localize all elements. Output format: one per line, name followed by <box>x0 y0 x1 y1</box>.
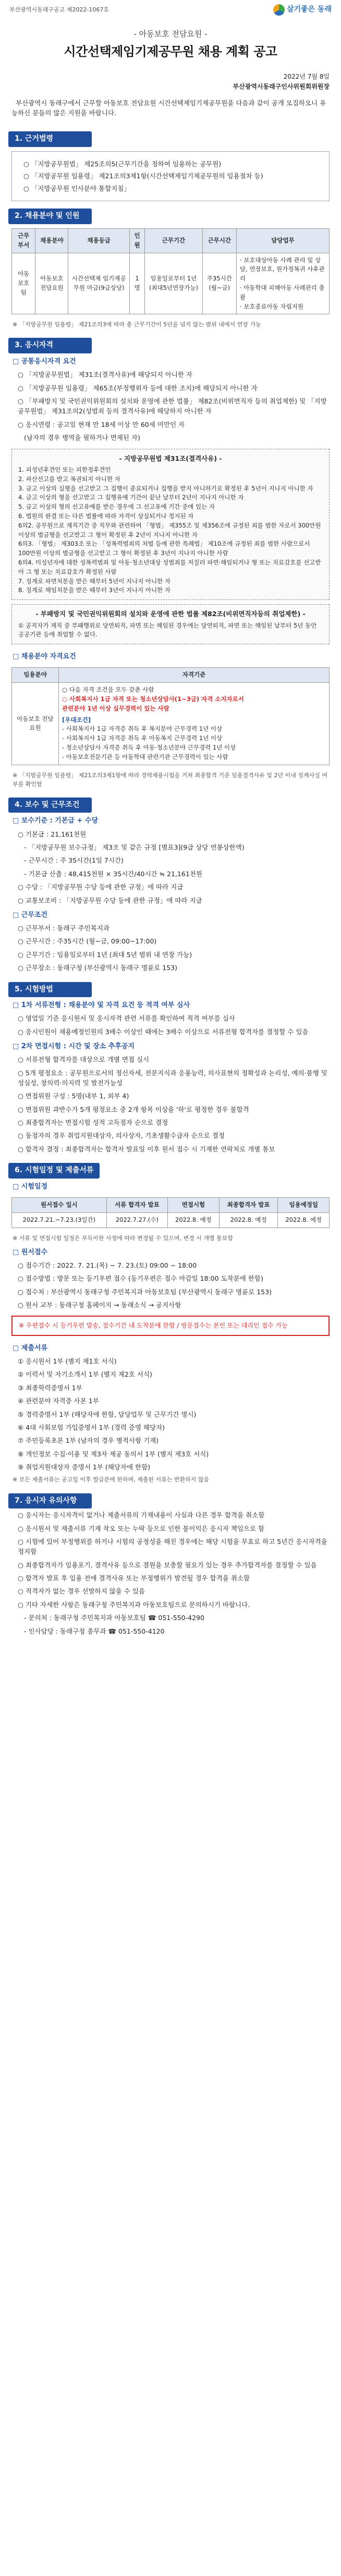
page-title: 시간선택제임기제공무원 채용 계획 공고 <box>64 44 277 59</box>
page-subtitle: - 아동보호 전담요원 - <box>133 29 208 39</box>
sub-heading: □ 보수기준 : 기본급 + 수당 <box>13 817 99 825</box>
date-org <box>0 67 341 91</box>
document-number: 부산광역시동래구공고 제2022-1067호 <box>9 6 109 14</box>
section-pay: 4. 보수 및 근무조건 □ 보수기준 : 기본급 + 수당 ○ 기본급 : 21,161천원 - 「지방공무원 보수규정」 제3조 및 같은 규정 [별표3](9급 상당 연봉상한액) - 근무시간 : 주 35시간(1일 7시간) - 기본급 산출 : 48,415천원 × 35시간/40시간 ≒ 21,161천원 ○ 수당 : 「지방공무원 수당 등에 관한 규정」에 따라 지급 ○ 교통보조비 : 「지방공무원 수당 등에 관한 규정」에 따라 지급 □ 근무조건 ○ 근무부서 : 동래구 주민복지과 ○ 근무시간 : 주35시간 (월~금, 09:00~17:00) ○ 근무기간 : 임용일로부터 1년 (최대 5년 범위 내 연장 가능) ○ 근무장소 : 동래구청 (부산광역시 동래구 명륜로 153) <box>8 798 333 975</box>
list-item: ○ 「부패방지 및 국민권익위원회의 설치와 운영에 관한 법률」 제82조(비위면직자 등의 취업제한) 및 「지방공무원법」 제31조의2(성범죄 등의 결격사유)에 해당하지 아니한 자 <box>18 397 327 415</box>
law-excerpt-title: - 지방공무원법 제31조(결격사유) - <box>119 454 222 462</box>
schedule-table: 원서접수 일시 서류 합격자 발표 면접시험 최종합격자 발표 임용예정일 2022.7.21.~7.23.(3일간) 2022.7.27.(수) 2022.8. 예정 2022.8. 예정 2022.8. 예정 <box>11 1197 330 1228</box>
section-legal-basis <box>8 131 333 201</box>
sub-heading: □ 2차 면접시험 : 시간 및 장소 추후공지 <box>13 1042 135 1051</box>
contact-line: - 문의처 : 동래구청 주민복지과 아동보호팀 ☎ 051-550-4290 <box>24 1614 204 1622</box>
section-heading: 6. 시험일정 및 제출서류 <box>8 1163 100 1179</box>
table-row: 2022.7.21.~7.23.(3일간) 2022.7.27.(수) 2022.8. 예정 2022.8. 예정 2022.8. 예정 <box>12 1212 330 1228</box>
section-heading: 5. 시험방법 <box>8 982 92 998</box>
legal-basis-box <box>11 151 330 201</box>
top-bar <box>0 0 341 19</box>
section-exam-method: 5. 시험방법 □ 1차 서류전형 : 채용분야 및 자격 요건 등 적격 여부 심사 ○ 영업일 기준 응시원서 및 응시자격 관련 서류를 확인하여 적격 여부를 심사 ○ 응시인원이 채용예정인원의 3배수 이상인 때에는 3배수 이상으로 서류전형 합격자를 결정할 수 있음 □ 2차 면접시험 : 시간 및 장소 추후공지 ○ 서류전형 합격자를 대상으로 개별 면접 실시 ○ 5개 평정요소 : 공무원으로서의 정신자세, 전문지식과 응용능력, 의사표현의 정확성과 논리성, 예의·품행 및 성실성, 창의력·의지력 및 발전가능성 ○ 면접위원 구성 : 5명(내부 1, 외부 4) ○ 면접위원 과반수가 5개 평정요소 중 2개 항목 이상을 '하'로 평정한 경우 불합격 ○ 최종합격자는 면접시험 성적 고득점자 순으로 결정 ○ 동점자의 경우 취업지원대상자, 의사상자, 기초생활수급자 순으로 결정 ○ 합격자 결정 : 최종합격자는 합격자 발표일 이후 원서 접수 시 기재한 연락처로 개별 통보 <box>8 982 333 1156</box>
law-excerpt-box-2: - 부패방지 및 국민권익위원회의 설치와 운영에 관한 법률 제82조(비위면직자등의 취업제한) - ① 공직자가 재직 중 부패행위로 당연퇴직, 파면 또는 해임된 경우에는 당연퇴직, 파면 또는 해임된 날부터 5년 동안 공공기관 등에 취업할 수 없다. <box>11 604 330 644</box>
section-qualifications <box>8 338 333 790</box>
section-heading: 2. 채용분야 및 인원 <box>8 208 92 224</box>
law-excerpt-box: - 지방공무원법 제31조(결격사유) - 1. 피성년후견인 또는 피한정후견인 2. 파산선고를 받고 복권되지 아니한 자 3. 금고 이상의 실형을 선고받고 그 집행이 종료되거나 집행을 받지 아니하기로 확정된 후 5년이 지나지 아니한 자 4. 금고 이상의 형을 선고받고 그 집행유예 기간이 끝난 날부터 2년이 지나지 아니한 자 5. 금고 이상의 형의 선고유예를 받은 경우에 그 선고유예 기간 중에 있는 자 6. 법원의 판결 또는 다른 법률에 따라 자격이 상실되거나 정지된 자 6의2. 공무원으로 재직기간 중 직무와 관련하여 「형법」 제355조 및 제356조에 규정된 죄를 범한 자로서 300만원 이상의 벌금형을 선고받고 그 형이 확정된 후 2년이 지나지 아니한 자 6의3. 「형법」 제303조 또는 「성폭력범죄의 처벌 등에 관한 특례법」 제10조에 규정된 죄를 범한 사람으로서 100만원 이상의 벌금형을 선고받고 그 형이 확정된 후 3년이 지나지 아니한 사람 6의4. 미성년자에 대한 성폭력범죄 및 아동·청소년대상 성범죄를 저질러 파면·해임되거나 형 또는 치료감호를 선고받아 그 형 또는 치료감호가 확정된 사람 7. 징계로 파면처분을 받은 때부터 5년이 지나지 아니한 자 8. 징계로 해임처분을 받은 때부터 3년이 지나지 아니한 자 <box>11 449 330 600</box>
important-note: ※ 우편접수 시 등기우편 발송, 접수기간 내 도착분에 한함 / 방문접수는 본인 또는 대리인 접수 가능 <box>11 1316 330 1336</box>
section-schedule: 6. 시험일정 및 제출서류 □ 시험일정 원서접수 일시 서류 합격자 발표 면접시험 최종합격자 발표 임용예정일 2022.7.21.~7.23.(3일간) 2022.7.27.(수) 2022.8. 예정 2022.8. 예정 2022.8. 예정 ※ 서류 및 면접시험 일정은 부득이한 사정에 따라 변경될 수 있으며, 변경 시 개별 통보함 □ 원서접수 ○ 접수기간 : 2022. 7. 21.(목) ~ 7. 23.(토) 09:00 ~ 18:00 ○ 접수방법 : 방문 또는 등기우편 접수 (등기우편은 접수 마감일 18:00 도착분에 한함) ○ 접수처 : 부산광역시 동래구청 주민복지과 아동보호팀 (부산광역시 동래구 명륜로 153) ○ 원서 교부 : 동래구청 홈페이지 → 동래소식 → 공지사항 ※ 우편접수 시 등기우편 발송, 접수기간 내 도착분에 한함 / 방문접수는 본인 또는 대리인 접수 가능 □ 제출서류 ① 응시원서 1부 (별지 제1호 서식) ② 이력서 및 자기소개서 1부 (별지 제2호 서식) ③ 최종학력증명서 1부 ④ 관련분야 자격증 사본 1부 ⑤ 경력증명서 1부 (해당자에 한함, 담당업무 및 근무기간 명시) ⑥ 4대 사회보험 가입증명서 1부 (경력 증명 해당자) ⑦ 주민등록초본 1부 (남자의 경우 병적사항 기재) ⑧ 개인정보 수집·이용 및 제3자 제공 동의서 1부 (별지 제3호 서식) ⑨ 취업지원대상자 증명서 1부 (해당자에 한함) ※ 모든 제출서류는 공고일 이후 발급분에 한하며, 제출된 서류는 반환하지 않음 <box>8 1163 333 1486</box>
list-item: ○ 「지방공무원 임용령」 제65조(부정행위자 등에 대한 조치)에 해당되지 아니한 자 <box>18 384 258 392</box>
recruitment-table <box>11 228 330 315</box>
sub-heading: □ 1차 서류전형 : 채용분야 및 자격 요건 등 적격 여부 심사 <box>13 1001 190 1010</box>
section-notes: 7. 응시자 유의사항 ○ 응시자는 응시자격이 없거나 제출서류의 기재내용이 사실과 다른 경우 합격을 취소함 ○ 응시원서 및 제출서류 기재 착오 또는 누락 등으로 인한 불이익은 응시자 책임으로 함 ○ 시험에 있어 부정행위를 하거나 시험의 공정성을 해친 경우에는 해당 시험을 무효로 하고 5년간 응시자격을 정지함 ○ 최종합격자가 임용포기, 결격사유 등으로 결원을 보충할 필요가 있는 경우 추가합격자를 결정할 수 있음 ○ 합격자 발표 후 임용 전에 결격사유 또는 부정행위가 발견될 경우 합격을 취소함 ○ 적격자가 없는 경우 선발하지 않을 수 있음 ○ 기타 자세한 사항은 동래구청 주민복지과 아동보호팀으로 문의하시기 바랍니다. - 문의처 : 동래구청 주민복지과 아동보호팀 ☎ 051-550-4290 - 인사담당 : 동래구청 총무과 ☎ 051-550-4120 <box>8 1493 333 1638</box>
list-item: ○ 「지방공무원법」 제25조의5(근무기간을 정하여 임용하는 공무원) <box>23 160 222 168</box>
qualification-table: 임용분야 자격기준 아동보호 전담요원 ○ 다음 자격 조건을 모두 갖춘 사람 ○ 사회복지사 1급 자격 또는 청소년상담사(1~3급) 자격 소지자로서 관련분야 1년 이상 실무경력이 있는 사람 [우대조건] - 사회복지사 1급 자격증 취득 후 복지분야 근무경력 1년 이상 - 사회복지사 1급 자격증 취득 후 아동복지 근무경력 1년 이상 - 청소년상담사 자격증 취득 후 아동·청소년분야 근무경력 1년 이상 - 아동보호전문기관 등 아동학대 관련기관 근무경력이 있는 사람 <box>11 667 330 765</box>
title-block <box>0 19 341 67</box>
notice-org: 부산광역시동래구인사위원회위원장 <box>233 83 330 91</box>
section-heading: 4. 보수 및 근무조건 <box>8 798 92 813</box>
intro-paragraph: 부산광역시 동래구에서 근무할 아동보호 전담요원 시간선택제임기제공무원을 다음과 같이 공개 모집하오니 유능하신 분들의 많은 지원을 바랍니다. <box>11 99 326 117</box>
section-heading: 7. 응시자 유의사항 <box>8 1493 92 1509</box>
sub-heading: □ 시험일정 <box>13 1182 48 1191</box>
district-logo: 살기좋은 동래 <box>273 4 332 16</box>
section-recruitment <box>8 208 333 330</box>
table-row: 아동보호 전담요원 ○ 다음 자격 조건을 모두 갖춘 사람 ○ 사회복지사 1급 자격 또는 청소년상담사(1~3급) 자격 소지자로서 관련분야 1년 이상 실무경력이 있는 사람 [우대조건] - 사회복지사 1급 자격증 취득 후 복지분야 근무경력 1년 이상 - 사회복지사 1급 자격증 취득 후 아동복지 근무경력 1년 이상 - 청소년상담사 자격증 취득 후 아동·청소년분야 근무경력 1년 이상 - 아동보호전문기관 등 아동학대 관련기관 근무경력이 있는 사람 <box>12 683 330 765</box>
logo-mark-icon <box>273 4 285 16</box>
sub-heading: □ 공통응시자격 요건 <box>13 358 76 366</box>
list-item: ○ 응시연령 : 공고일 현재 만 18세 이상 만 60세 미만인 자 <box>18 420 185 428</box>
section-heading: 3. 응시자격 <box>8 338 92 353</box>
list-item: (남자의 경우 병역을 필하거나 면제된 자) <box>24 434 140 442</box>
sub-heading: □ 원서접수 <box>13 1248 48 1256</box>
section-heading: 1. 근거법령 <box>8 131 92 147</box>
contact-line: - 인사담당 : 동래구청 총무과 ☎ 051-550-4120 <box>24 1627 165 1635</box>
table-note: ※ 「지방공무원 임용령」 제21조의3에 따라 총 근무기간이 5년을 넘지 않는 범위 내에서 연장 가능 <box>13 321 261 328</box>
table-row: 아동보호팀 아동보호 전담요원 시간선택제 임기제공무원 마급(9급상당) 1명 임용일로부터 1년 (최대5년연장가능) 주35시간 (월~금) · 보호대상아동 사례 관리 및 상담, 연장보호, 원가정복귀 사후관리 · 아동학대 피해아동 사례관리 총괄 · 보호종료아동 자립지원 <box>12 253 330 314</box>
list-item: ○ 「지방공무원 임용령」 제21조의3제1항(시간선택제임기제공무원의 임용절차 등) <box>23 172 263 180</box>
sub-heading: □ 제출서류 <box>13 1344 48 1352</box>
qualification-note: ※ 「지방공무원 임용령」 제21조의3제1항에 따라 경력채용시험을 거쳐 최종합격 기준 임용결격사유 및 2년 이내 징계사실 여부를 확인함 <box>13 771 327 788</box>
sub-heading: □ 채용분야 자격요건 <box>13 653 76 661</box>
list-item: ○ 「지방공무원 인사분야 통합지침」 <box>23 184 130 192</box>
list-item: ○ 「지방공무원법」 제31조(결격사유)에 해당되지 아니한 자 <box>18 371 193 379</box>
sub-heading: □ 근무조건 <box>13 911 48 919</box>
table-header-row: 근무부서 채용분야 채용등급 인원 근무기간 근무시간 담당업무 <box>12 228 330 253</box>
notice-date: 2022년 7월 8일 <box>283 73 330 81</box>
